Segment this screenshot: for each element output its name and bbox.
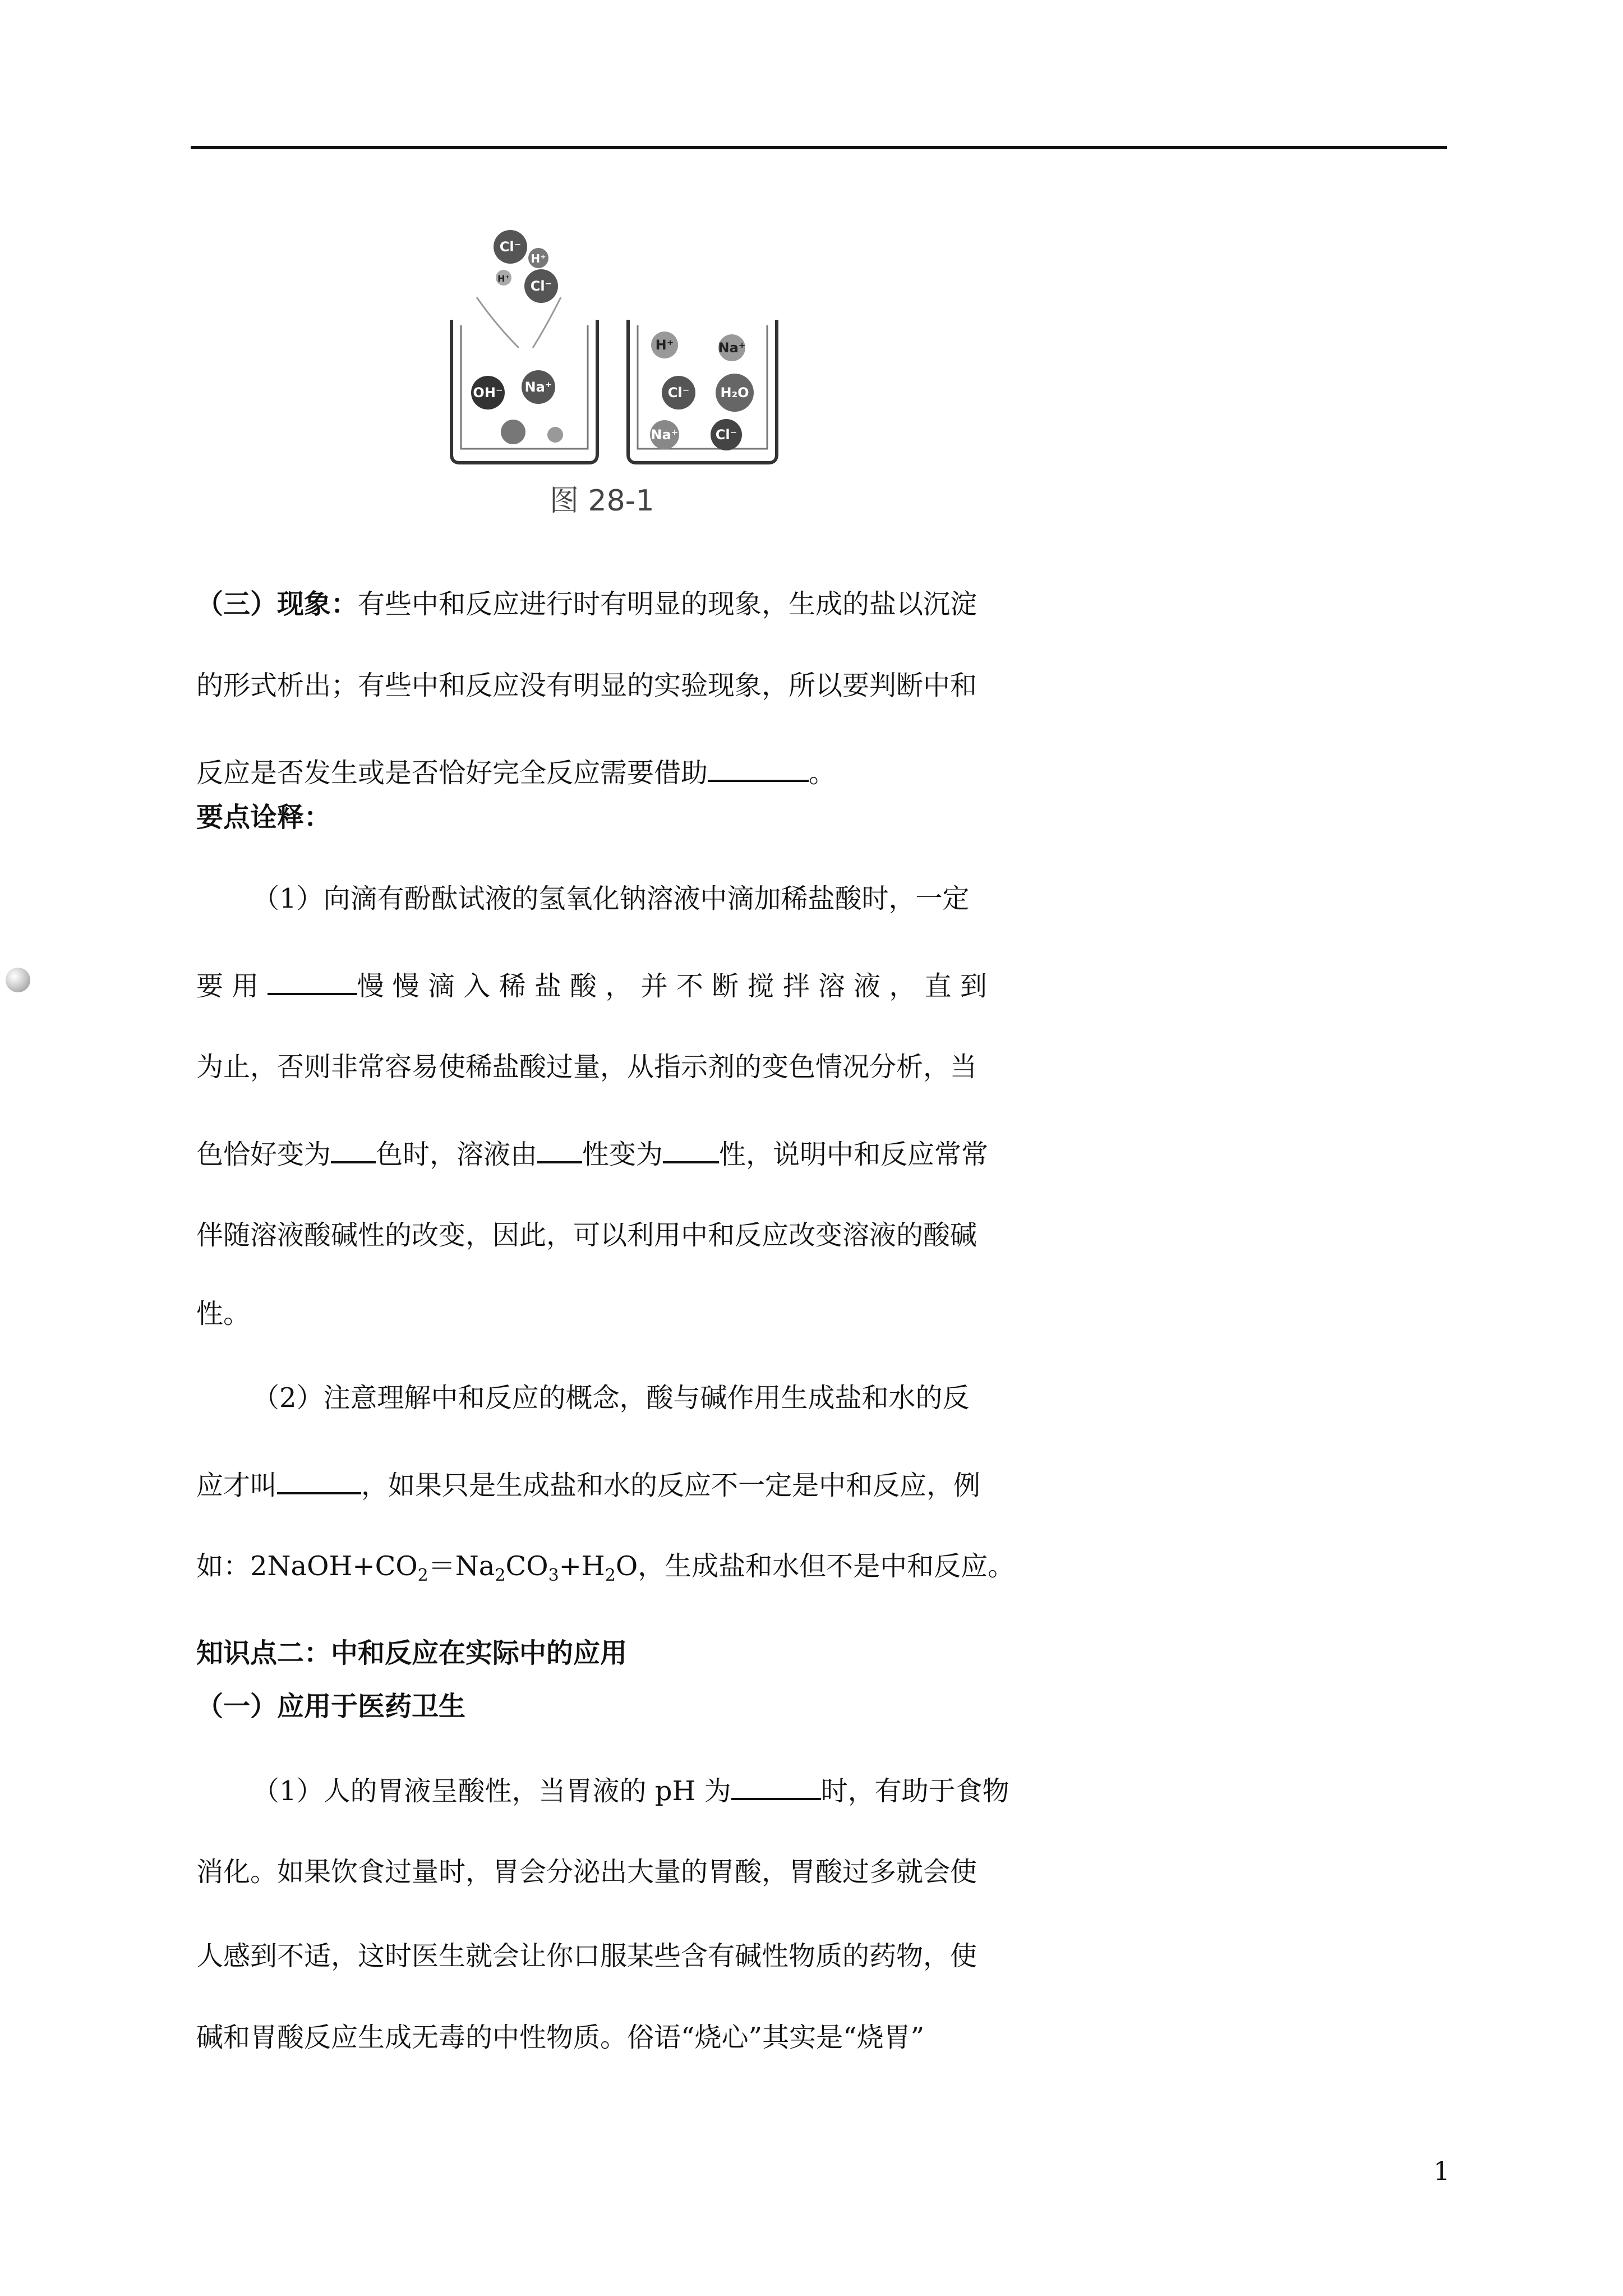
section3-text: 。 bbox=[809, 757, 836, 789]
answer-blank bbox=[277, 1464, 361, 1494]
ion-cl: Cl⁻ bbox=[530, 278, 552, 294]
subscript: 2 bbox=[605, 1566, 616, 1585]
answer-blank bbox=[537, 1133, 582, 1163]
notes-p1-line1: （1）向滴有酚酞试液的氢氧化钠溶液中滴加稀盐酸时，一定 bbox=[252, 883, 970, 914]
kp2-line1 bbox=[252, 1770, 1009, 1809]
left-beaker bbox=[451, 320, 597, 463]
header-rule bbox=[191, 146, 1447, 149]
kp2-text: （1）人的胃液呈酸性，当胃液的 pH 为 bbox=[252, 1775, 731, 1807]
ion-na: Na⁺ bbox=[651, 427, 679, 443]
notes-p1-line6: 性。 bbox=[196, 1298, 251, 1329]
notes-text: 要 用 bbox=[196, 970, 268, 1002]
notes-text: 慢 慢 滴 入 稀 盐 酸 ， 并 不 断 搅 拌 溶 液 ， 直 到 bbox=[357, 970, 987, 1002]
notes-text: 性，说明中和反应常常 bbox=[719, 1139, 989, 1170]
ion-diagram bbox=[443, 219, 791, 533]
ion-h: H⁺ bbox=[531, 252, 546, 265]
section3-heading: （三）现象： bbox=[196, 588, 358, 620]
figure-caption: 图 28-1 bbox=[550, 484, 654, 518]
answer-blank bbox=[663, 1133, 719, 1163]
notes-p2-line3 bbox=[196, 1548, 1015, 1594]
subscript: 2 bbox=[417, 1566, 428, 1585]
section3-text: 有些中和反应进行时有明显的现象，生成的盐以沉淀 bbox=[358, 588, 978, 620]
notes-p1-line4 bbox=[196, 1133, 988, 1172]
notes-text: ，如果只是生成盐和水的反应不一定是中和反应，例 bbox=[361, 1470, 981, 1501]
section3-line3 bbox=[196, 752, 836, 791]
section3-text: 反应是否发生或是否恰好完全反应需要借助 bbox=[196, 757, 708, 789]
notes-p2-line2 bbox=[196, 1464, 980, 1503]
ion-cl: Cl⁻ bbox=[667, 385, 690, 401]
answer-blank bbox=[268, 965, 357, 995]
subscript: 2 bbox=[495, 1566, 506, 1585]
ion-cl: Cl⁻ bbox=[715, 427, 737, 443]
kp2-heading: 知识点二：中和反应在实际中的应用 bbox=[196, 1637, 628, 1669]
notes-p1-line2 bbox=[196, 965, 987, 1004]
answer-blank bbox=[731, 1770, 821, 1800]
ion-diagram-figure bbox=[443, 219, 791, 533]
ion-na: Na⁺ bbox=[718, 340, 746, 356]
notes-text: 色恰好变为 bbox=[196, 1139, 331, 1170]
notes-p1-line3: 为止，否则非常容易使稀盐酸过量，从指示剂的变色情况分析，当 bbox=[196, 1051, 978, 1083]
notes-text: 性变为 bbox=[582, 1139, 663, 1170]
dropped-ions bbox=[494, 230, 558, 303]
side-marker-dot bbox=[6, 968, 30, 992]
equation-text: 如：2NaOH+CO bbox=[196, 1550, 418, 1582]
answer-blank bbox=[331, 1133, 376, 1163]
equation-text: +H bbox=[559, 1550, 605, 1582]
ion-cl: Cl⁻ bbox=[499, 239, 522, 255]
equation-text: ＝Na bbox=[428, 1550, 495, 1582]
equation-text: O，生成盐和水但不是中和反应。 bbox=[615, 1550, 1015, 1582]
notes-heading: 要点诠释： bbox=[196, 802, 331, 833]
kp2-text: 时，有助于食物 bbox=[820, 1775, 1009, 1807]
right-beaker bbox=[628, 320, 777, 463]
ion-oh: OH⁻ bbox=[473, 385, 503, 401]
ion-na: Na⁺ bbox=[524, 379, 552, 395]
kp2-line4: 碱和胃酸反应生成无毒的中性物质。俗语“烧心”其实是“烧胃” bbox=[196, 2022, 925, 2053]
ion-h: H⁺ bbox=[655, 337, 674, 353]
kp2-subheading: （一）应用于医药卫生 bbox=[196, 1691, 466, 1722]
kp2-line2: 消化。如果饮食过量时，胃会分泌出大量的胃酸，胃酸过多就会使 bbox=[196, 1856, 978, 1888]
notes-p2-line1: （2）注意理解中和反应的概念，酸与碱作用生成盐和水的反 bbox=[252, 1382, 970, 1414]
ion-h: H⁺ bbox=[497, 273, 510, 284]
answer-blank bbox=[708, 752, 809, 782]
section3-line1 bbox=[196, 586, 977, 622]
molecule-h2o: H₂O bbox=[720, 385, 749, 401]
equation-text: CO bbox=[505, 1550, 548, 1582]
notes-p1-line5: 伴随溶液酸碱性的改变，因此，可以利用中和反应改变溶液的酸碱 bbox=[196, 1220, 978, 1251]
kp2-line3: 人感到不适，这时医生就会让你口服某些含有碱性物质的药物，使 bbox=[196, 1940, 978, 1972]
notes-text: 应才叫 bbox=[196, 1470, 278, 1501]
subscript: 3 bbox=[548, 1566, 559, 1585]
section3-line2: 的形式析出；有些中和反应没有明显的实验现象，所以要判断中和 bbox=[196, 670, 978, 701]
notes-text: 色时，溶液由 bbox=[376, 1139, 538, 1170]
page-number: 1 bbox=[1433, 2156, 1450, 2186]
